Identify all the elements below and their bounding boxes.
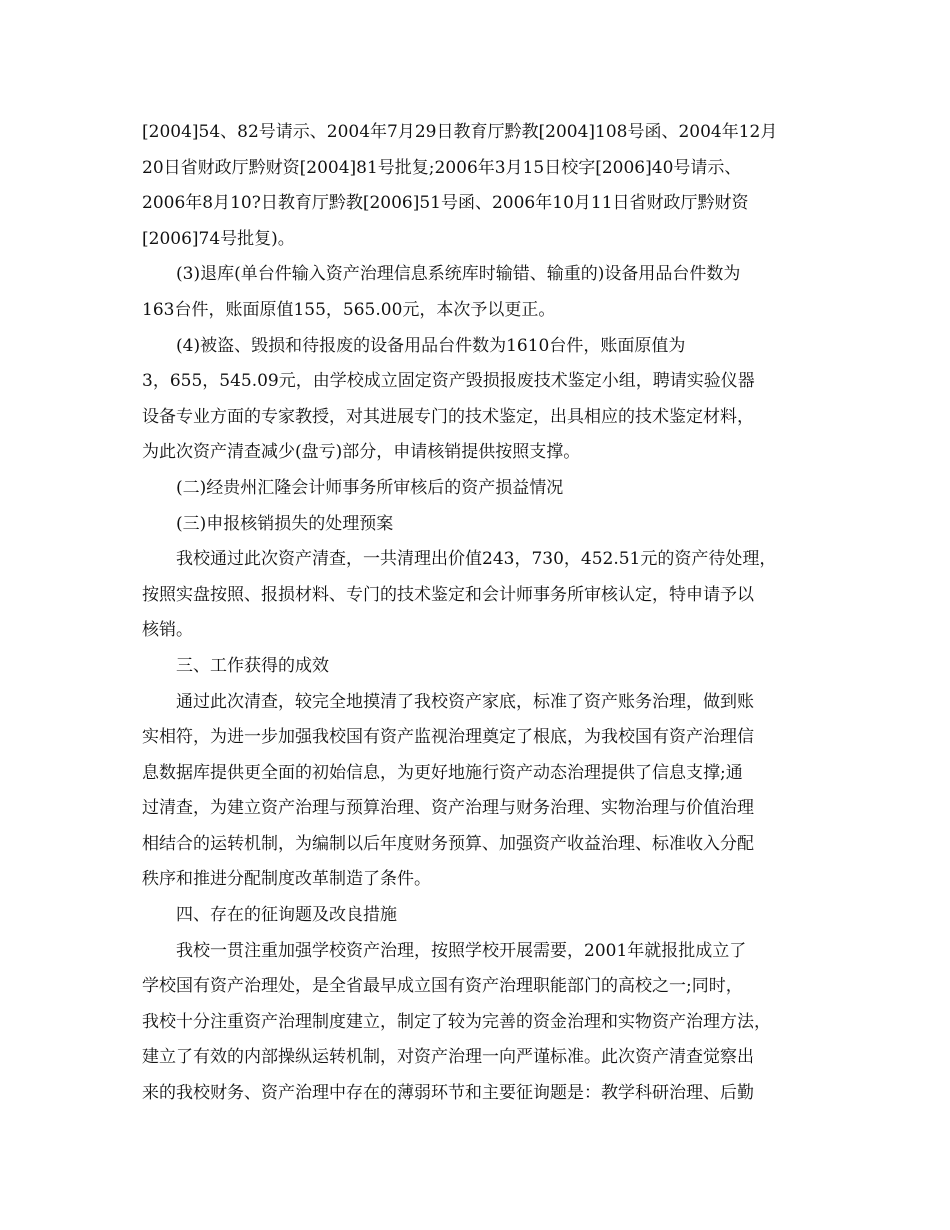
text-line: 相结合的运转机制，为编制以后年度财务预算、加强资产收益治理、标准收入分配 [142,833,754,854]
text-line: 来的我校财务、资产治理中存在的薄弱环节和主要征询题是：教学科研治理、后勤 [142,1083,754,1104]
text-line: 3，655，545.09元，由学校成立固定资产毁损报废技术鉴定小组，聘请实验仪器 [142,371,755,392]
text-line: 核销。 [142,620,193,641]
text-line: 我校十分注重资产治理制度建立，制定了较为完善的资金治理和实物资产治理方法， [142,1011,771,1032]
paragraph-start-line: (4)被盗、毁损和待报废的设备用品台件数为1610台件，账面原值为 [176,335,686,356]
text-line: 163台件，账面原值155，565.00元，本次予以更正。 [142,299,556,320]
section-heading: (三)申报核销损失的处理预案 [176,513,394,534]
text-line: 20日省财政厅黔财资[2004]81号批复;2006年3月15日校字[2006]40号请示、 [142,157,742,178]
text-line: 秩序和推进分配制度改革制造了条件。 [142,869,431,890]
section-heading: 三、工作获得的成效 [176,655,329,676]
paragraph-start-line: 我校通过此次资产清查，一共清理出价值243，730，452.51元的资产待处理， [176,549,777,570]
text-line: 过清查，为建立资产治理与预算治理、资产治理与财务治理、实物治理与价值治理 [142,798,754,819]
document-body [142,115,822,1112]
text-line: [2006]74号批复)。 [142,228,295,249]
text-line: 息数据库提供更全面的初始信息，为更好地施行资产动态治理提供了信息支撑;通 [142,762,743,783]
paragraph-start-line: 我校一贯注重加强学校资产治理，按照学校开展需要，2001年就报批成立了 [176,940,747,961]
text-line: 学校国有资产治理处，是全省最早成立国有资产治理职能部门的高校之一;同时， [142,976,743,997]
text-line: 建立了有效的内部操纵运转机制，对资产治理一向严谨标准。此次资产清查觉察出 [142,1047,754,1068]
paragraph-start-line: 通过此次清查，较完全地摸清了我校资产家底，标准了资产账务治理，做到账 [176,691,754,712]
text-line: [2004]54、82号请示、2004年7月29日教育厅黔教[2004]108号函、2004年12月 [142,122,778,142]
text-line: 为此次资产清查减少(盘亏)部分，申请核销提供按照支撑。 [142,442,581,463]
paragraph-start-line: (3)退库(单台件输入资产治理信息系统库时输错、输重的)设备用品台件数为 [176,264,741,285]
section-heading: (二)经贵州汇隆会计师事务所审核后的资产损益情况 [176,477,564,498]
text-line: 2006年8月10?日教育厅黔教[2006]51号函、2006年10月11日省财政厅黔财资 [142,193,749,214]
text-line: 实相符，为进一步加强我校国有资产监视治理奠定了根底，为我校国有资产治理信 [142,727,754,748]
text-line: 按照实盘按照、报损材料、专门的技术鉴定和会计师事务所审核认定，特申请予以 [142,584,754,605]
section-heading: 四、存在的征询题及改良措施 [176,905,397,926]
text-line: 设备专业方面的专家教授，对其进展专门的技术鉴定，出具相应的技术鉴定材料， [142,406,754,427]
